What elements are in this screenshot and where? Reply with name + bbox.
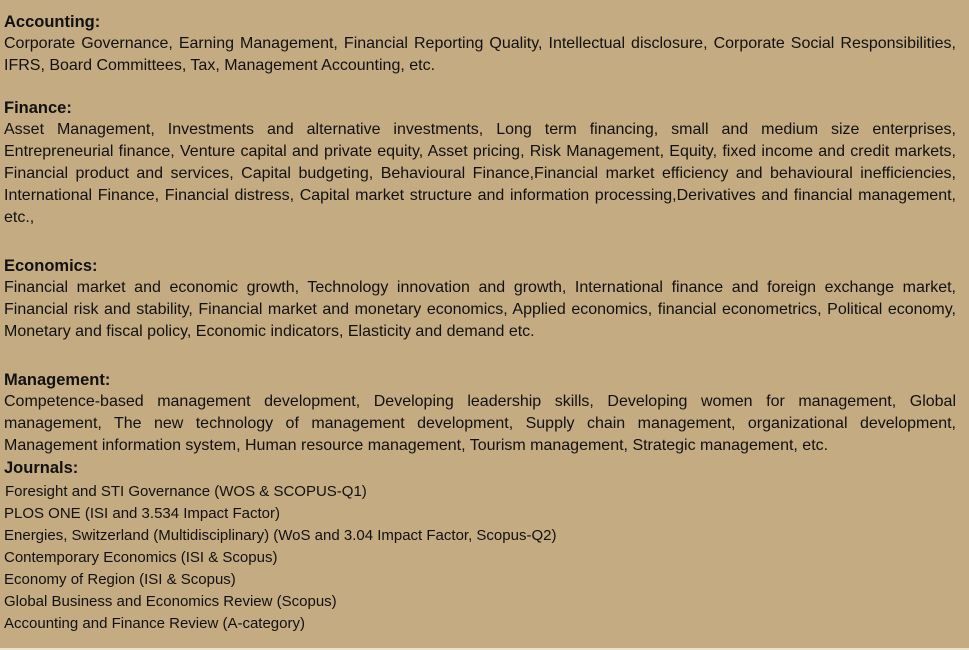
economics-section bbox=[4, 255, 956, 343]
accounting-heading: Accounting: bbox=[4, 13, 101, 31]
economics-heading: Economics: bbox=[4, 257, 98, 275]
journals-section bbox=[4, 457, 956, 635]
finance-heading: Finance: bbox=[4, 99, 72, 117]
journal-item: Contemporary Economics (ISI & Scopus) bbox=[4, 549, 278, 566]
spacer bbox=[4, 229, 956, 255]
journal-item: Energies, Switzerland (Multidisciplinary) (WoS and 3.04 Impact Factor, Scopus-Q2) bbox=[4, 527, 557, 544]
journals-heading: Journals: bbox=[4, 459, 79, 477]
journal-item: Global Business and Economics Review (Scopus) bbox=[4, 593, 337, 610]
spacer bbox=[4, 77, 956, 97]
journal-item: Accounting and Finance Review (A-category) bbox=[4, 615, 305, 632]
accounting-topics: Corporate Governance, Earning Management, Financial Reporting Quality, Intellectual disclosure, Corporate Social Responsibilities, IFRS, Board Committees, Tax, Management Accounting, etc. bbox=[4, 35, 956, 74]
finance-topics: Asset Management, Investments and alternative investments, Long term financing, small and medium size enterprises, Entrepreneurial finance, Venture capital and private equity, Asset pricing, Risk Management, Equity, fixed income and credit markets, Financial product and services, Capital budgeting, Behavioural Finance,Financial market efficiency and behavioural inefficiencies, International Finance, Financial distress, Capital market structure and information processing,Derivatives and financial management, etc., bbox=[4, 121, 956, 226]
economics-topics: Financial market and economic growth, Technology innovation and growth, International finance and foreign exchange market, Financial risk and stability, Financial market and monetary economics, Applied economics, financial econometrics, Political economy, Monetary and fiscal policy, Economic indicators, Elasticity and demand etc. bbox=[4, 279, 956, 340]
journal-list bbox=[4, 481, 956, 635]
journal-item: PLOS ONE (ISI and 3.534 Impact Factor) bbox=[4, 505, 280, 522]
spacer bbox=[4, 343, 956, 369]
management-section bbox=[4, 369, 956, 457]
management-heading: Management: bbox=[4, 371, 111, 389]
finance-section bbox=[4, 97, 956, 229]
journal-item: Economy of Region (ISI & Scopus) bbox=[4, 571, 236, 588]
journal-item: Foresight and STI Governance (WOS & SCOPUS-Q1) bbox=[5, 483, 367, 500]
management-topics: Competence-based management development, Developing leadership skills, Developing women for management, Global management, The new technology of management development, Supply chain management, organizational development, Management information system, Human resource management, Tourism management, Strategic management, etc. bbox=[4, 393, 956, 454]
accounting-section bbox=[4, 11, 956, 77]
